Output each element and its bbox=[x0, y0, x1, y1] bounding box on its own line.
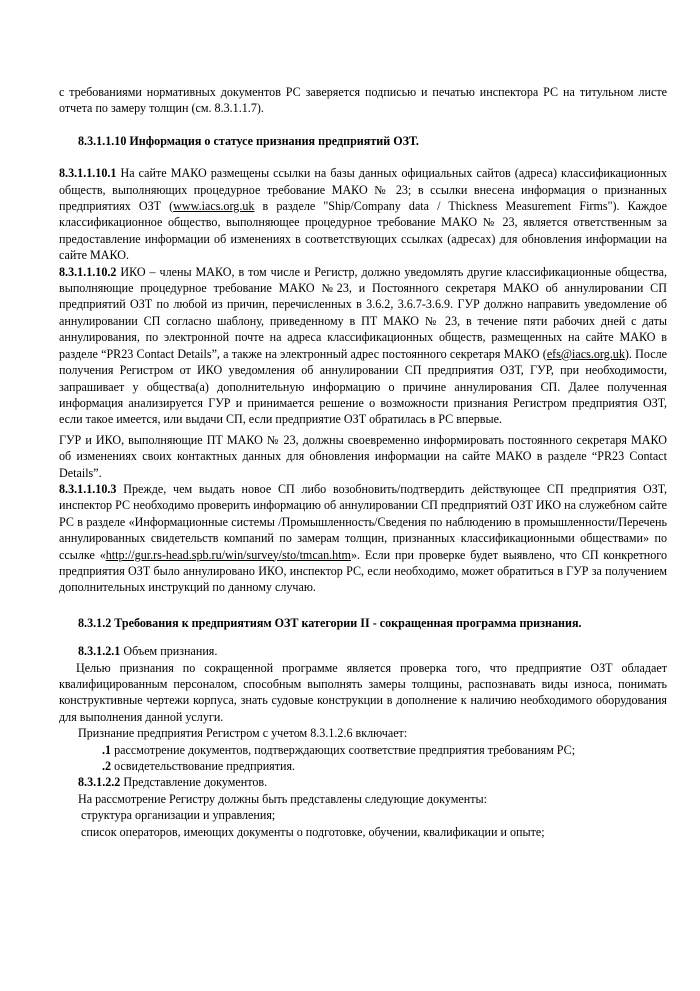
clause-text: ИКО – члены МАКО, в том числе и Регистр, должно уведомлять другие классификационные общества, выполняющие процедурное требование МАКО №23, и Постоянного секретаря МАКО об аннулировании СП предприятий ОЗТ по любой из причин, перечисленных в 3.6.2, 3.6.7-3.6.9. ГУР должно направить уведомление об аннулировании СП согласно шаблону, приведенному в ПТ МАКО № 23, в течение пяти рабочих дней с даты аннулирования, по электронной почте на адреса классификационных обществ, размещенных на сайте МАКО в разделе “PR23 Contact Details”, а также на электронный адрес постоянного секретаря МАКО ( bbox=[59, 264, 667, 361]
list-item-2 bbox=[59, 758, 667, 774]
clause-text: На сайте МАКО размещены ссылки на базы данных официальных сайтов (адреса) классификационных обществ, выполняющих процедурное требование МАКО № 23; в ссылки внесена информация о признанных предприятиях ОЗТ ( bbox=[59, 166, 667, 214]
clause-number: 8.3.1.1.10.3 bbox=[59, 481, 117, 496]
clause-8-3-1-2-1 bbox=[59, 643, 667, 659]
list-number: .2 bbox=[102, 759, 112, 774]
iacs-site-link[interactable]: www.iacs.org.uk bbox=[173, 199, 255, 214]
recognition-paragraph: Признание предприятия Регистром с учетом 8.3.1.2.6 включает: bbox=[78, 726, 408, 741]
document-item: структура организации и управления; bbox=[81, 808, 276, 823]
documents-paragraph: На рассмотрение Регистру должны быть представлены следующие документы: bbox=[78, 791, 487, 806]
document-page bbox=[59, 84, 667, 840]
list-number: .1 bbox=[102, 742, 112, 757]
list-text: рассмотрение документов, подтверждающих соответствие предприятия требованиям РС; bbox=[111, 742, 576, 757]
clause-text: ». Если при проверке будет выявлено, что СП конкретного предприятия ОЗТ было аннулировано ИКО, инспектор РС, если необходимо, может обратиться в ГУР за получением дополнительных инструкций по данному случаю. bbox=[59, 547, 667, 595]
clause-text: ). После получения Регистром от ИКО уведомления об аннулировании СП предприятия ОЗТ, ГУР, при необходимости, запрашивает у общества(а) дополнительную информацию о причине аннулирования СП. Далее полученная информация анализируется ГУР и принимается решение о возможности признания Регистром предприятия ОЗТ, если такое имеется, или выдачи СП, если предприятие ОЗТ обратилась в РС впервые. bbox=[59, 346, 667, 427]
clause-8-3-1-1-10-3 bbox=[59, 481, 667, 596]
document-item: список операторов, имеющих документы о подготовке, обучении, квалификации и опыте; bbox=[81, 824, 545, 839]
clause-text: Представление документов. bbox=[120, 775, 268, 790]
intro-paragraph: с требованиями нормативных документов РС заверяется подписью и печатью инспектора РС на титульном листе отчета по замеру толщин (см. 8.3.1.1.7). bbox=[59, 85, 667, 116]
clause-8-3-1-1-10-1 bbox=[59, 165, 667, 263]
section-heading-8-3-1-1-10: 8.3.1.1.10 Информация о статусе признания предприятий ОЗТ. bbox=[78, 133, 419, 148]
clause-8-3-1-1-10-2 bbox=[59, 264, 667, 428]
clause-number: 8.3.1.1.10.1 bbox=[59, 166, 117, 181]
clause-number: 8.3.1.2.2 bbox=[78, 775, 121, 790]
clause-number: 8.3.1.1.10.2 bbox=[59, 264, 117, 279]
list-text: освидетельствование предприятия. bbox=[111, 759, 296, 774]
clause-number: 8.3.1.2.1 bbox=[78, 644, 121, 659]
goal-paragraph: Целью признания по сокращенной программе является проверка того, что предприятие ОЗТ обладает квалифицированным персоналом, способным выполнять замеры толщины, распознавать виды износа, понимать конструктивные чертежи корпуса, знать судовые конструкции в дополнение к наличию необходимого оборудования для выполнения данной услуги. bbox=[59, 660, 667, 724]
email-link[interactable]: efs@iacs.org.uk bbox=[546, 346, 625, 361]
gur-paragraph: ГУР и ИКО, выполняющие ПТ МАКО № 23, должны своевременно информировать постоянного секретаря МАКО об изменениях своих контактных данных для обновления информации на сайте МАКО в разделе “PR23 Contact Details”. bbox=[59, 432, 667, 480]
clause-text: Прежде, чем выдать новое СП либо возобновить/подтвердить действующее СП предприятия ОЗТ, инспектор РС необходимо проверить информацию об аннулировании СП предприятий ОЗТ ИКО на служебном сайте РС в разделе «Информационные системы /Промышленность/Сведения по наблюдению в промышленности/Перечень аннулированных свидетельств компаний по замерам толщин, признанных классификационными обществами» по ссылке « bbox=[59, 481, 667, 562]
clause-8-3-1-2-2 bbox=[59, 774, 667, 790]
list-item-1 bbox=[59, 742, 667, 758]
clause-text: Объем признания. bbox=[120, 644, 218, 659]
clause-text: в разделе "Ship/Company data / Thickness Measurement Firms"). Каждое классификационное общество, выполняющее процедурное требование МАКО № 23, является ответственным за предоставление информации об изменениях в соответствующих ссылках (адресах) для обновления информации на сайте МАКО. bbox=[59, 199, 667, 263]
tmcan-link[interactable]: http://gur.rs-head.spb.ru/win/survey/sto/tmcan.htm bbox=[105, 547, 351, 562]
section-heading-8-3-1-2: 8.3.1.2 Требования к предприятиям ОЗТ категории II - сокращенная программа признания. bbox=[78, 615, 582, 630]
